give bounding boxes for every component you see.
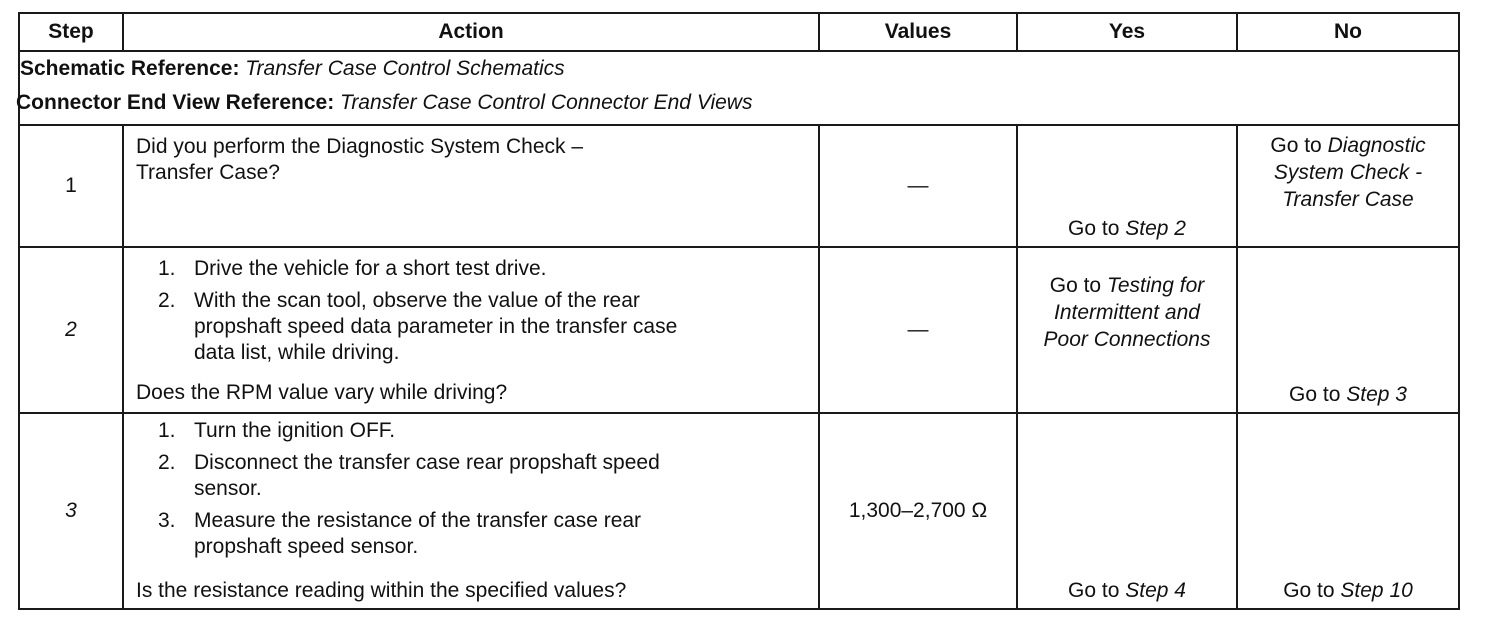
action-steps — [158, 418, 806, 566]
goto-prefix: Go to — [1270, 134, 1322, 157]
step-item-line: sensor. — [194, 477, 262, 500]
schematic-reference-link[interactable]: Transfer Case Control Schematics — [245, 57, 565, 80]
step-item-line: data list, while driving. — [194, 341, 400, 364]
diagnostic-table — [18, 12, 1460, 610]
schematic-reference-label: Schematic Reference: — [20, 57, 240, 80]
no-cell — [1237, 413, 1459, 609]
step-item-line: Turn the ignition OFF. — [194, 419, 396, 442]
action-cell — [123, 125, 819, 247]
reference-cell — [16, 51, 1459, 125]
table-row — [19, 413, 1459, 609]
question-line: Did you perform the Diagnostic System Check – — [136, 135, 584, 158]
action-question — [136, 134, 583, 186]
goto-prefix: Go to — [1049, 274, 1102, 297]
goto-target-link[interactable]: Transfer Case — [1282, 188, 1414, 211]
step-item-number: 1. — [158, 257, 176, 280]
no-goto[interactable] — [1238, 577, 1458, 604]
action-step-item — [158, 288, 806, 366]
goto-prefix: Go to — [1068, 217, 1120, 240]
goto-target-link[interactable]: Step 4 — [1125, 579, 1186, 602]
header-no: No — [1237, 13, 1459, 51]
yes-goto[interactable] — [1018, 272, 1236, 353]
header-row — [19, 13, 1459, 51]
goto-target-link[interactable]: Step 2 — [1125, 217, 1186, 240]
action-question: Does the RPM value vary while driving? — [136, 381, 508, 404]
action-step-item — [158, 450, 806, 502]
header-values: Values — [819, 13, 1017, 51]
goto-target-link[interactable]: Intermittent and — [1054, 301, 1200, 324]
action-steps — [158, 256, 806, 372]
action-question: Is the resistance reading within the specified values? — [136, 579, 627, 602]
values-cell: — — [819, 125, 1017, 247]
values-cell: 1,300–2,700 Ω — [819, 413, 1017, 609]
goto-prefix: Go to — [1068, 579, 1120, 602]
goto-target-link[interactable]: Poor Connections — [1043, 328, 1211, 351]
step-item-line: Drive the vehicle for a short test drive. — [194, 257, 547, 280]
step-item-line: propshaft speed data parameter in the transfer case — [194, 315, 678, 338]
reference-row — [19, 51, 1459, 125]
goto-target-link[interactable]: Testing for — [1106, 274, 1205, 297]
goto-target-link[interactable]: Diagnostic — [1327, 134, 1426, 157]
step-item-number: 2. — [158, 289, 176, 312]
table-row — [19, 125, 1459, 247]
no-cell — [1237, 247, 1459, 413]
yes-cell — [1017, 125, 1237, 247]
step-number: 3 — [19, 413, 123, 609]
goto-target-link[interactable]: System Check - — [1273, 161, 1423, 184]
goto-prefix: Go to — [1283, 579, 1335, 602]
action-step-item — [158, 508, 806, 560]
question-line: Transfer Case? — [136, 161, 280, 184]
goto-prefix: Go to — [1289, 383, 1341, 406]
action-step-item — [158, 256, 806, 282]
no-cell — [1237, 125, 1459, 247]
no-goto[interactable] — [1238, 381, 1458, 408]
action-cell — [123, 413, 819, 609]
connector-reference-link[interactable]: Transfer Case Control Connector End Views — [340, 91, 753, 114]
step-number: 1 — [19, 125, 123, 247]
yes-cell — [1017, 413, 1237, 609]
no-goto[interactable] — [1238, 132, 1458, 213]
yes-cell — [1017, 247, 1237, 413]
action-cell — [123, 247, 819, 413]
step-item-line: propshaft speed sensor. — [194, 535, 419, 558]
step-item-number: 1. — [158, 419, 176, 442]
values-cell: — — [819, 247, 1017, 413]
yes-goto[interactable] — [1018, 577, 1236, 604]
step-item-number: 3. — [158, 509, 176, 532]
header-yes: Yes — [1017, 13, 1237, 51]
goto-target-link[interactable]: Step 3 — [1346, 383, 1407, 406]
header-action: Action — [123, 13, 819, 51]
step-number: 2 — [19, 247, 123, 413]
action-step-item — [158, 418, 806, 444]
step-item-line: Measure the resistance of the transfer case rear — [194, 509, 642, 532]
header-step: Step — [19, 13, 123, 51]
connector-reference — [16, 86, 1458, 120]
step-item-number: 2. — [158, 451, 176, 474]
step-item-line: With the scan tool, observe the value of the rear — [194, 289, 640, 312]
schematic-reference — [20, 52, 1458, 86]
step-item-line: Disconnect the transfer case rear propshaft speed — [194, 451, 660, 474]
yes-goto[interactable] — [1018, 215, 1236, 242]
connector-reference-label: Connector End View Reference: — [16, 91, 335, 114]
goto-target-link[interactable]: Step 10 — [1340, 579, 1413, 602]
table-row — [19, 247, 1459, 413]
